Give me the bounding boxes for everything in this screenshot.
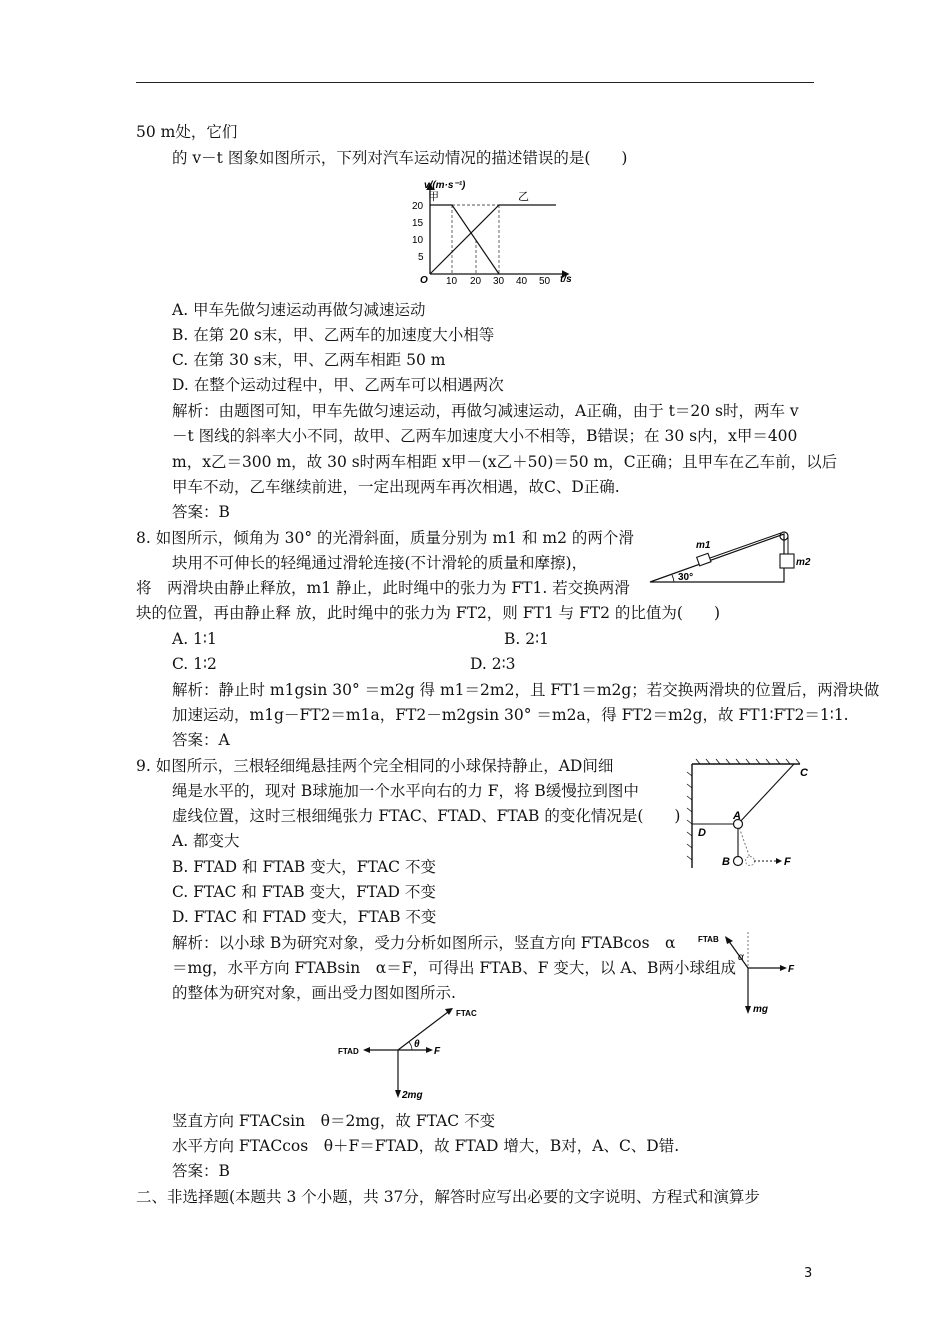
question-8-stem: 块的位置，再由静止释 放，此时绳中的张力为 FT2，则 FT1 与 FT2 的比值为( ) <box>136 604 721 622</box>
label-ftab: FTAB <box>698 935 719 944</box>
x-axis-label: t/s <box>560 274 572 285</box>
y-tick-label: 10 <box>412 235 424 246</box>
analysis-line: 解析：静止时 m1gsin 30° ＝m2g 得 m1＝2m2，且 FT1＝m2g；若交换两滑块的位置后，两滑块做 <box>172 681 880 699</box>
rope-ac <box>738 764 794 824</box>
force-tac-arrow <box>398 1012 448 1050</box>
label-mg: mg <box>753 1004 768 1015</box>
block-m1 <box>697 553 711 566</box>
analysis-line: 甲车不动，乙车继续前进，一定出现两车再次相遇，故C、D正确. <box>172 478 620 496</box>
option-a: A. 甲车先做匀速运动再做匀减速运动 <box>172 301 426 319</box>
section-heading: 二、非选择题(本题共 3 个小题，共 37分，解答时应写出必要的文字说明、方程式和演算步 <box>136 1188 760 1206</box>
label-theta: θ <box>414 1039 420 1050</box>
series-yi-label: 乙 <box>518 191 529 203</box>
origin-label: O <box>420 275 428 286</box>
series-yi-line <box>430 205 556 274</box>
block-m2 <box>780 554 794 568</box>
force-diagram-b <box>694 928 804 1020</box>
label-alpha: α <box>738 952 744 963</box>
label-2mg: 2mg <box>402 1090 423 1101</box>
x-tick-label: 20 <box>470 276 482 286</box>
rope-figure <box>682 758 816 872</box>
x-tick-label: 40 <box>516 276 528 286</box>
question-8-stem: 8. 如图所示，倾角为 30° 的光滑斜面，质量分别为 m1 和 m2 的两个滑 <box>136 529 634 547</box>
answer-line: 答案：B <box>172 1162 230 1180</box>
ball-b <box>734 857 743 866</box>
x-tick-label: 50 <box>539 276 551 286</box>
option-c: C. 在第 30 s末，甲、乙两车相距 50 m <box>172 351 446 369</box>
label-a: A <box>733 810 741 822</box>
option-c: C. 1∶2 <box>172 655 217 673</box>
question-9-stem: 虚线位置，这时三根细绳张力 FTAC、FTAD、FTAB 的变化情况是( ) <box>172 807 681 825</box>
label-b: B <box>722 856 730 868</box>
question-9-stem: 9. 如图所示，三根轻细绳悬挂两个完全相同的小球保持静止，AD间细 <box>136 757 614 775</box>
option-b: B. FTAD 和 FTAB 变大，FTAC 不变 <box>172 858 436 876</box>
question-7-stem: 的 v－t 图象如图所示，下列对汽车运动情况的描述错误的是( ) <box>172 149 628 167</box>
analysis-line: 竖直方向 FTACsin θ＝2mg，故 FTAC 不变 <box>172 1112 496 1130</box>
text-line: 50 m处，它们 <box>136 123 238 141</box>
option-d: D. 2∶3 <box>470 655 516 673</box>
analysis-line: 的整体为研究对象，画出受力图如图所示. <box>172 984 456 1002</box>
question-8-stem: 块用不可伸长的轻绳通过滑轮连接(不计滑轮的质量和摩擦)， <box>172 554 588 572</box>
analysis-line: －t 图线的斜率大小不同，故甲、乙两车加速度大小不相等，B错误；在 30 s内，x甲＝400 <box>172 427 798 445</box>
y-tick-label: 5 <box>418 252 424 263</box>
y-tick-label: 15 <box>412 218 424 229</box>
label-d: D <box>698 827 706 839</box>
label-f: F <box>434 1046 441 1057</box>
answer-line: 答案：A <box>172 731 230 749</box>
y-tick-label: 20 <box>412 201 424 212</box>
y-axis-label: v/(m·s⁻¹) <box>424 180 466 191</box>
m1-label: m1 <box>696 540 711 551</box>
series-jia-label: 甲 <box>428 191 439 203</box>
option-d: D. 在整个运动过程中，甲、乙两车可以相遇两次 <box>172 376 504 394</box>
question-9-stem: 绳是水平的，现对 B球施加一个水平向右的力 F，将 B缓慢拉到图中 <box>172 782 639 800</box>
incline-figure <box>648 528 816 586</box>
label-ftad: FTAD <box>338 1047 359 1056</box>
angle-label: 30° <box>678 572 694 583</box>
analysis-line: 加速运动，m1g－FT2＝m1a，FT2－m2gsin 30° ＝m2a，得 FT2＝m2g，故 FT1∶FT2＝1∶1. <box>172 706 849 724</box>
label-c: C <box>800 767 808 779</box>
label-f: F <box>784 856 791 868</box>
header-rule <box>136 82 814 83</box>
analysis-line: 水平方向 FTACcos θ＋F＝FTAD，故 FTAD 增大，B对，A、C、D错. <box>172 1137 680 1155</box>
label-f: F <box>788 964 795 975</box>
m2-label: m2 <box>796 557 811 568</box>
option-d: D. FTAC 和 FTAD 变大，FTAB 不变 <box>172 908 437 926</box>
option-b: B. 2∶1 <box>504 630 550 648</box>
analysis-line: ＝mg，水平方向 FTABsin α＝F，可得出 FTAB、F 变大，以 A、B两小球组成 <box>172 959 736 977</box>
force-diagram-ab <box>336 1000 496 1104</box>
page-number: 3 <box>804 1266 813 1281</box>
incline-wedge <box>650 534 784 582</box>
label-ftac: FTAC <box>456 1009 477 1018</box>
analysis-line: m，x乙＝300 m，故 30 s时两车相距 x甲－(x乙＋50)＝50 m，C正确；且甲车在乙车前，以后 <box>172 453 838 471</box>
x-tick-label: 30 <box>493 276 505 286</box>
analysis-line: 解析：以小球 B为研究对象，受力分析如图所示，竖直方向 FTABcos α <box>172 934 676 952</box>
analysis-line: 解析：由题图可知，甲车先做匀速运动，再做匀减速运动，A正确，由于 t＝20 s时，两车 v <box>172 402 799 420</box>
x-tick-label: 10 <box>446 276 458 286</box>
vt-graph-figure <box>410 178 580 286</box>
option-b: B. 在第 20 s末，甲、乙两车的加速度大小相等 <box>172 326 495 344</box>
option-a: A. 1∶1 <box>172 630 217 648</box>
question-8-stem: 将 两滑块由静止释放，m1 静止，此时绳中的张力为 FT1. 若交换两滑 <box>136 579 630 597</box>
answer-line: 答案：B <box>172 503 230 521</box>
option-a: A. 都变大 <box>172 832 240 850</box>
option-c: C. FTAC 和 FTAB 变大，FTAD 不变 <box>172 883 436 901</box>
